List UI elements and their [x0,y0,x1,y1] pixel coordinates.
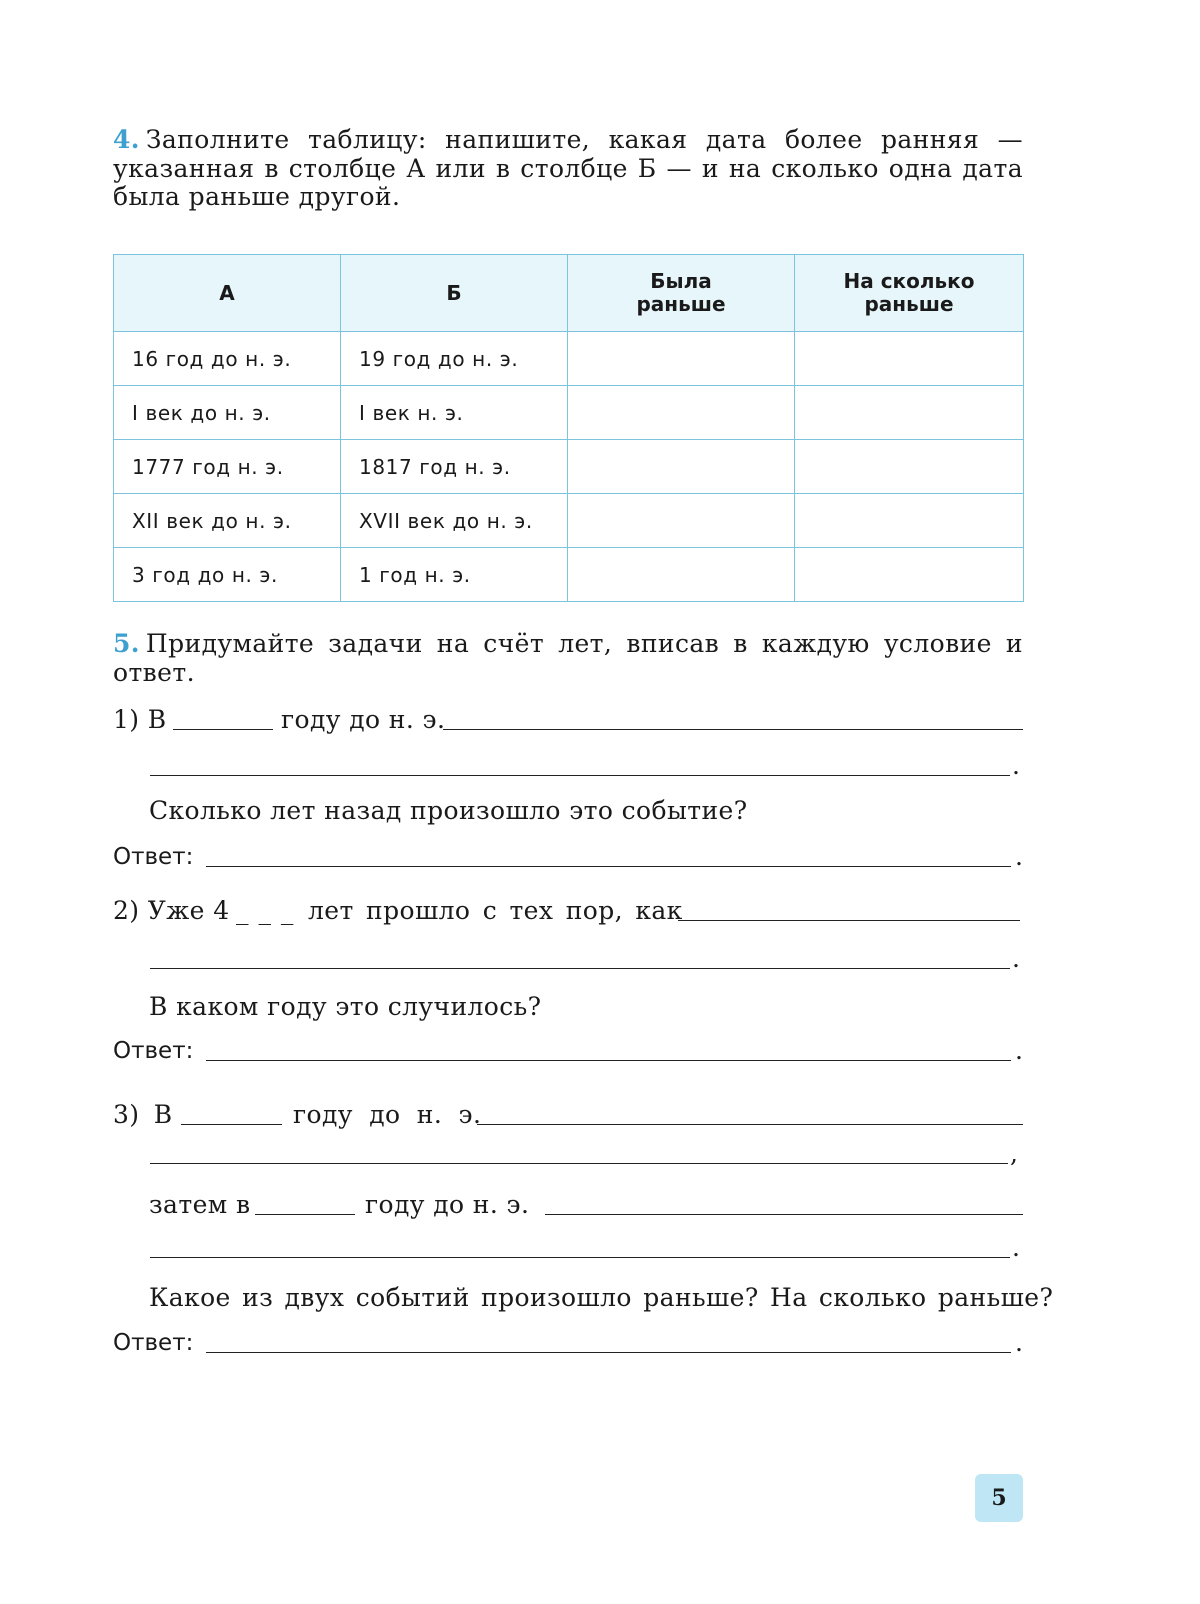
year-blank-line[interactable] [181,1124,282,1125]
period-mark: . [1012,1233,1020,1262]
answer-blank-line[interactable] [206,1060,1011,1061]
answer-row-2 [113,1036,1023,1076]
cell-a: XII век до н. э. [114,494,341,548]
period-mark: . [1012,944,1020,973]
part-3-mid-text: году до н. э. [293,1100,482,1129]
period-mark: . [1015,842,1024,871]
cell-a: 1777 год н. э. [114,440,341,494]
cell-b: 1817 год н. э. [341,440,568,494]
part-2-question: В каком году это случилось? [149,992,542,1021]
part-3-then-text: затем в [149,1190,251,1219]
cell-b: 1 год н. э. [341,548,568,602]
task-4-number: 4. [113,125,140,154]
cell-a: I век до н. э. [114,386,341,440]
answer-label: Ответ: [113,844,194,870]
table-row [114,386,1024,440]
event-blank-line[interactable] [443,729,1023,730]
table-row [114,332,1024,386]
answer-label: Ответ: [113,1330,194,1356]
dates-table [113,254,1024,602]
event-blank-line[interactable] [545,1214,1023,1215]
answer-row-1 [113,842,1023,882]
header-b: Б [341,255,568,332]
cell-earlier-input[interactable] [568,440,795,494]
year-blank-line[interactable] [255,1214,355,1215]
cell-a: 16 год до н. э. [114,332,341,386]
header-earlier: Была раньше [568,255,795,332]
cell-difference-input[interactable] [795,494,1024,548]
cell-a: 3 год до н. э. [114,548,341,602]
event-blank-line[interactable] [678,920,1020,921]
event-blank-line[interactable] [150,968,1010,969]
table-row [114,440,1024,494]
cell-b: I век н. э. [341,386,568,440]
cell-difference-input[interactable] [795,548,1024,602]
header-how-much-earlier: На сколько раньше [795,255,1024,332]
cell-earlier-input[interactable] [568,332,795,386]
part-2-mid-text: лет прошло с тех пор, как [308,896,683,925]
event-blank-line[interactable] [150,775,1010,776]
page-number-badge: 5 [975,1474,1023,1522]
task-4-instruction: Заполните таблицу: напишите, какая дата более ранняя — указанная в столбце А или в столбце Б — и на сколько одна дата была раньше другой. [113,125,1023,211]
task-5-number: 5. [113,629,140,658]
period-mark: . [1015,1328,1024,1357]
task-5-instruction: Придумайте задачи на счёт лет, вписав в каждую условие и ответ. [113,629,1023,687]
task-5-text [113,630,1023,687]
table-header-row [114,255,1024,332]
part-2-row [113,896,1023,936]
answer-blank-line[interactable] [206,866,1011,867]
comma-mark: , [1010,1139,1018,1168]
part-1-mid-text: году до н. э. [281,705,446,734]
cell-b: XVII век до н. э. [341,494,568,548]
part-3-then-row [149,1190,1023,1230]
cell-difference-input[interactable] [795,386,1024,440]
cell-earlier-input[interactable] [568,548,795,602]
year-blank-line[interactable] [173,729,273,730]
cell-difference-input[interactable] [795,332,1024,386]
period-mark: . [1012,751,1020,780]
period-mark: . [1015,1036,1024,1065]
task-4-text [113,126,1023,212]
part-3-question: Какое из двух событий произошло раньше? На сколько раньше? [149,1283,1054,1312]
part-3-label: 3) В [113,1100,173,1129]
cell-earlier-input[interactable] [568,386,795,440]
event-blank-line[interactable] [150,1163,1008,1164]
cell-b: 19 год до н. э. [341,332,568,386]
event-blank-line[interactable] [150,1257,1010,1258]
part-1-row [113,705,1023,745]
cell-earlier-input[interactable] [568,494,795,548]
answer-label: Ответ: [113,1038,194,1064]
part-3-row [113,1100,1023,1140]
table-row [114,548,1024,602]
part-1-label: 1) В [113,705,167,734]
answer-row-3 [113,1328,1023,1368]
cell-difference-input[interactable] [795,440,1024,494]
header-a: А [114,255,341,332]
event-blank-line[interactable] [477,1124,1023,1125]
year-digit-blanks[interactable]: _ _ _ [236,896,295,925]
part-3-mid2-text: году до н. э. [365,1190,530,1219]
part-1-question: Сколько лет назад произошло это событие? [149,796,748,825]
answer-blank-line[interactable] [206,1352,1011,1353]
table-row [114,494,1024,548]
part-2-label: 2) Уже 4 [113,896,230,925]
